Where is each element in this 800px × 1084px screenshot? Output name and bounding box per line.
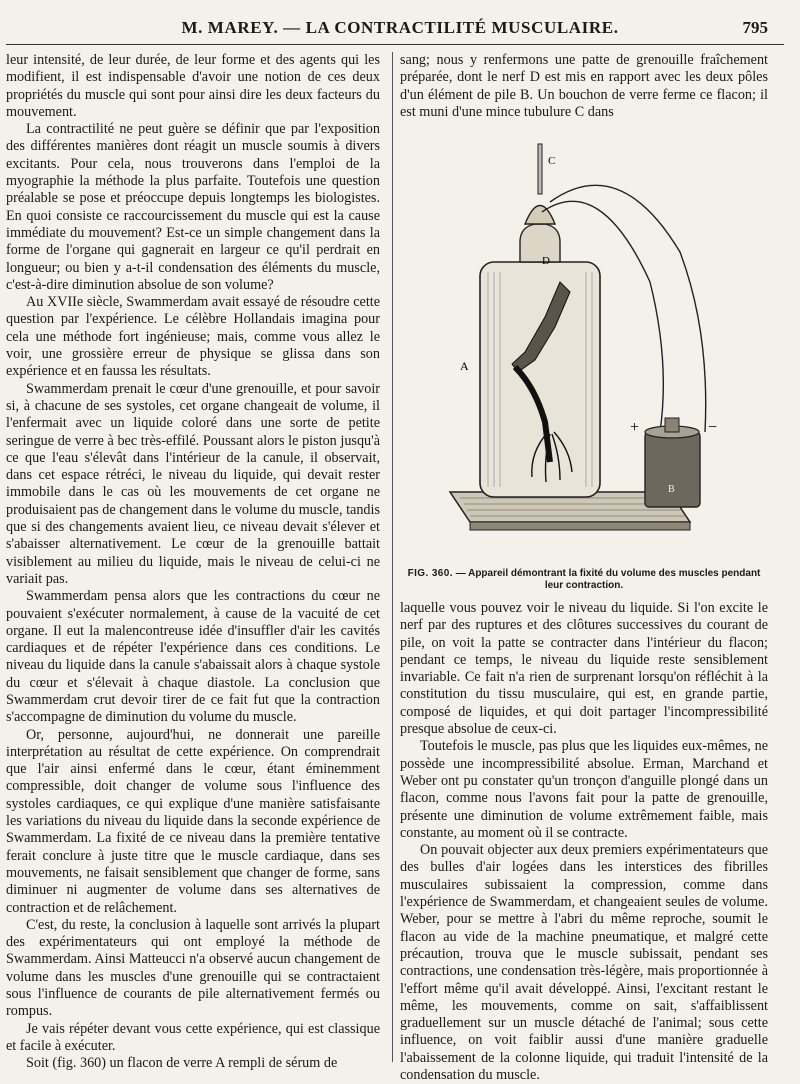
base-board-edge bbox=[470, 522, 690, 530]
figure-label-minus: − bbox=[708, 419, 718, 436]
paragraph: laquelle vous pouvez voir le niveau du liquide. Si l'on excite le nerf par des ruptures et des clôtures successives du courant de pile, on voit la patte se contracter dans l'intérieur du flacon; pendant ce temps, le niveau du liquide reste sensiblement invariable. Ce fait n'a rien de surprenant lorsqu'on réfléchit à la constitution du tissu musculaire, qui est, en grande partie, composé de liquides, et qui doit partager l'incompressibilité presque absolue de ceux-ci. bbox=[400, 600, 768, 738]
paragraph: Au XVIIe siècle, Swammerdam avait essayé de résoudre cette question par l'expérience. Le célèbre Hollandais imagina pour cela une méthode fort ingénieuse; mais, comme vous allez le voir, une grossière erreur de physique se glissa dans son expérience et en faussa les résultats. bbox=[6, 294, 380, 380]
paragraph: leur intensité, de leur durée, de leur forme et des agents qui les modifient, il est indispensable d'avoir une notion de ces deux propriétés du muscle qui sont pour ainsi dire les deux facteurs du mouvement. bbox=[6, 52, 380, 120]
header-rule bbox=[6, 44, 784, 45]
left-column bbox=[6, 52, 380, 1073]
figure-label-plus: + bbox=[630, 419, 640, 436]
paragraph: On pouvait objecter aux deux premiers expérimentateurs que des bulles d'air logées dans les interstices des fibrilles musculaires subissaient la compression, comme dans l'expérience de Swammerdam, et changeaient seules de volume. Weber, pour se mettre à l'abri du même reproche, soumit le flacon au vide de la machine pneumatique, et malgré cette précaution, trouva que le muscle subissait, pendant ses contractions, une condensation très-légère, mais proportionnée à l'effort même qu'il avait développé. Ainsi, l'excitant restant le même, les mouvements, comme on sait, s'affaiblissent graduellement sur un muscle détaché de l'animal; sous cette influence, on voit faiblir aussi d'une manière graduelle l'abaissement de la colonne liquide, qui traduit l'intensité de la condensation du muscle. bbox=[400, 842, 768, 1084]
right-column-top bbox=[400, 52, 768, 121]
figure-label-a: A bbox=[460, 359, 469, 373]
paragraph: Toutefois le muscle, pas plus que les liquides eux-mêmes, ne possède une incompressibilité absolue. Erman, Marchand et Weber ont pu constater qu'un tronçon d'anguille plongé dans un flacon, comme nous l'avons fait pour la patte de grenouille, présente une diminution de volume extrêmement faible, mais constante, au moment où il se contracte. bbox=[400, 738, 768, 841]
paragraph: Je vais répéter devant vous cette expérience, qui est classique et facile à exécuter. bbox=[6, 1020, 380, 1054]
paragraph: Swammerdam prenait le cœur d'une grenouille, et pour savoir si, à chacune de ses systoles, cet organe changeait de volume, il l'enfermait avec un liquide coloré dans une sorte de petite seringue de verre à bec très-effilé. Poussant alors le piston jusqu'à ce que l'eau s'élevât dans l'intérieur de la canule, il observait, dans cet espace rétréci, le niveau du liquide, qui devait rester immobile dans le cas où les mouvements de cet organe ne produisaient pas de changement dans le volume du muscle, tandis que si des changements avaient lieu, ce niveau devait s'élever et s'abaisser alternativement. Le cœur de la grenouille battait visiblement au milieu du liquide, mais le niveau de celui-ci ne variait pas. bbox=[6, 380, 380, 587]
caption-number: FIG. 360. bbox=[407, 568, 453, 579]
figure-caption bbox=[400, 568, 768, 592]
battery-b bbox=[645, 432, 700, 507]
paragraph: C'est, du reste, la conclusion à laquelle sont arrivés la plupart des expérimentateurs qui ont employé la méthode de Swammerdam. Ainsi Matteucci n'a observé aucun changement de volume dans les muscles d'une grenouille qui se contractaient sous l'influence de courants de pile alternativement fermés ou rompus. bbox=[6, 916, 380, 1020]
tube-c bbox=[538, 144, 542, 194]
column-divider bbox=[392, 52, 393, 1062]
paragraph: Soit (fig. 360) un flacon de verre A rempli de sérum de bbox=[26, 1055, 338, 1072]
caption-text: — Appareil démontrant la fixité du volume des muscles pendant leur contraction. bbox=[455, 568, 761, 591]
paragraph: La contractilité ne peut guère se définir que par l'exposition des différentes manières dont réagit un muscle soumis à divers excitants. Pour cela, nous trouverons dans l'emploi de la myographie la méthode la plus parfaite. Toutefois une question préalable se pose et préoccupe depuis longtemps les biologistes. En quoi consiste ce raccourcissement du muscle qui est la cause immédiate du mouvement? Est-ce un simple changement dans la forme de l'organe qui gagnerait en largeur ce qu'il perdrait en longueur; ou bien y a-t-il condensation des éléments du muscle, c'est-à-dire diminution absolue de son volume? bbox=[6, 121, 380, 293]
battery-terminal bbox=[665, 418, 679, 432]
figure-label-d: D bbox=[542, 255, 550, 267]
figure-360 bbox=[420, 132, 750, 562]
page-number: 795 bbox=[742, 18, 768, 37]
right-column-bottom bbox=[400, 600, 768, 1084]
figure-label-c: C bbox=[548, 155, 556, 167]
jar-neck bbox=[520, 224, 560, 262]
jar-a bbox=[480, 262, 600, 497]
paragraph: Or, personne, aujourd'hui, ne donnerait une pareille interprétation au résultat de cette expérience. On comprendrait que l'air ainsi enfermé dans le cœur, étant éminemment compressible, doit changer de volume sous l'influence des systoles cardiaques, ce qui explique d'une manière satisfaisante les variations du niveau du liquide dans la seconde expérience de Swammerdam. La fixité de ce niveau dans la première tentative ferait conclure à juste titre que le muscle cardiaque, dans ses mouvements, ne faisait sensiblement que changer de forme, sans diminuer ni augmenter de volume dans ses alternatives de contraction et de relâchement. bbox=[6, 726, 380, 916]
paragraph: Swammerdam pensa alors que les contractions du cœur ne pouvaient s'exécuter normalement, à cause de la vacuité de cet organe. Il eut la malencontreuse idée d'insuffler d'air les cavités cardiaques et de répéter l'expérience dans ces conditions. Le niveau du liquide dans la canule s'abaissait alors à chaque systole du cœur et s'élevait à chaque diastole. La conclusion que Swammerdam crut devoir tirer de ce fait fut que la contraction s'accompagne de diminution du volume du muscle. bbox=[6, 588, 380, 726]
running-title: M. MAREY. — LA CONTRACTILITÉ MUSCULAIRE. bbox=[181, 18, 619, 37]
paragraph: sang; nous y renfermons une patte de grenouille fraîchement préparée, dont le nerf D est mis en rapport avec les deux pôles d'un élément de pile B. Un bouchon de verre ferme ce flacon; il est muni d'une mince tubulure C dans bbox=[400, 52, 768, 120]
apparatus-illustration bbox=[420, 132, 750, 562]
figure-label-b: B bbox=[668, 484, 675, 495]
glass-stopper bbox=[525, 206, 555, 225]
page-header bbox=[0, 16, 800, 40]
